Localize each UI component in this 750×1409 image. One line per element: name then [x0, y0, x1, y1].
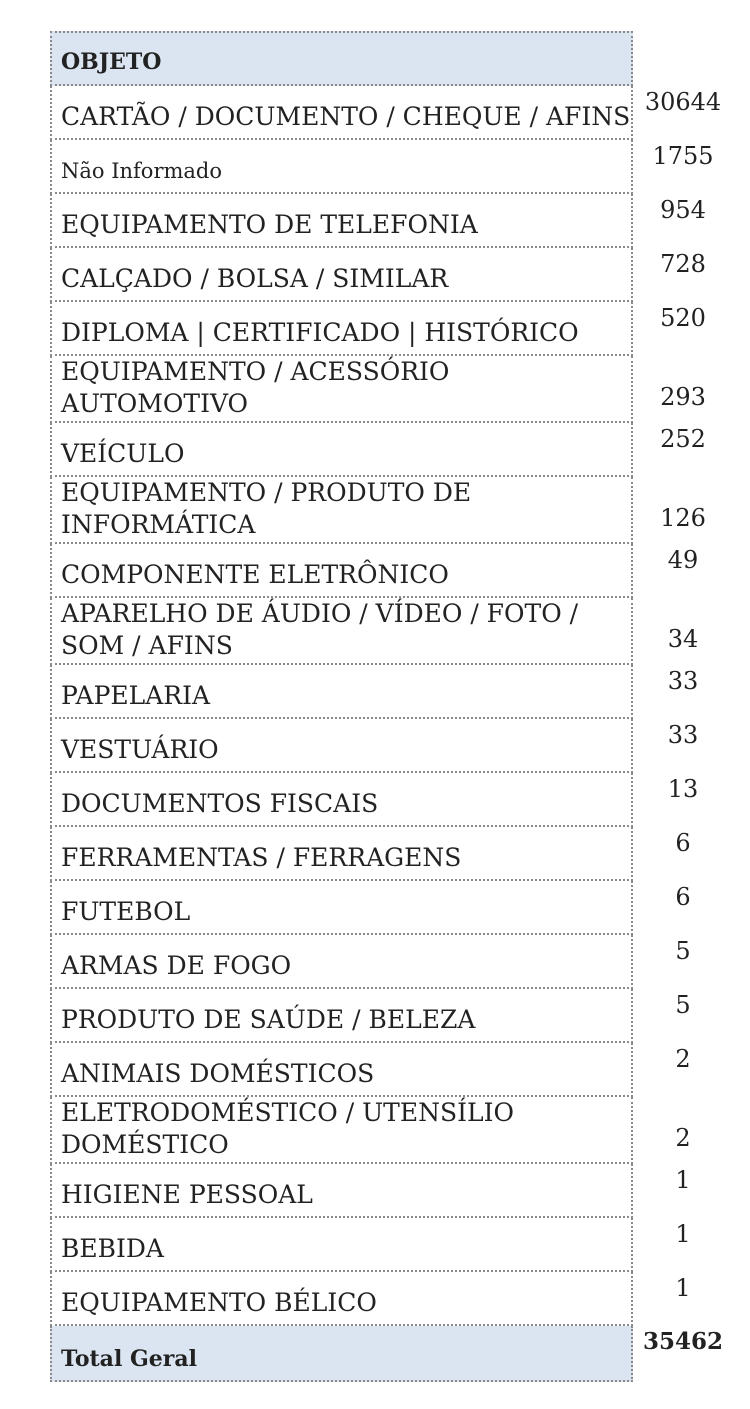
row-label-cell — [50, 1218, 633, 1272]
row-label: EQUIPAMENTO / ACESSÓRIO AUTOMOTIVO — [61, 356, 450, 418]
row-label-cell — [50, 665, 633, 719]
row-value: 34 — [667, 625, 699, 653]
table-row — [50, 544, 733, 598]
row-label: COMPONENTE ELETRÔNICO — [61, 560, 449, 589]
table-row — [50, 989, 733, 1043]
table-row — [50, 665, 733, 719]
row-value: 1 — [675, 1166, 691, 1194]
table-row — [50, 477, 733, 544]
row-value: 6 — [675, 829, 691, 857]
row-label-cell — [50, 598, 633, 665]
row-label: DIPLOMA | CERTIFICADO | HISTÓRICO — [61, 318, 579, 347]
objects-table — [50, 31, 733, 1382]
row-label-cell — [50, 248, 633, 302]
row-label-cell — [50, 989, 633, 1043]
row-label: Não Informado — [61, 159, 223, 183]
row-value: 33 — [667, 667, 699, 695]
table-total-row — [50, 1326, 733, 1382]
table-row — [50, 719, 733, 773]
row-label: ELETRODOMÉSTICO / UTENSÍLIO DOMÉSTICO — [61, 1097, 514, 1159]
row-label: EQUIPAMENTO DE TELEFONIA — [61, 210, 478, 239]
total-label: Total Geral — [61, 1346, 197, 1372]
row-label-cell — [50, 1043, 633, 1097]
row-label: HIGIENE PESSOAL — [61, 1180, 313, 1209]
row-value: 1 — [675, 1274, 691, 1302]
row-value: 5 — [675, 937, 691, 965]
table-row — [50, 248, 733, 302]
table-row — [50, 356, 733, 423]
row-value: 5 — [675, 991, 691, 1019]
row-label-cell — [50, 356, 633, 423]
row-label-cell — [50, 773, 633, 827]
row-value: 30644 — [644, 88, 722, 116]
row-label-cell — [50, 302, 633, 356]
row-label: FERRAMENTAS / FERRAGENS — [61, 843, 462, 872]
table-row — [50, 1043, 733, 1097]
row-label-cell — [50, 86, 633, 140]
table-header-row — [50, 31, 733, 86]
table-row — [50, 1164, 733, 1218]
row-label-cell — [50, 423, 633, 477]
table-row — [50, 423, 733, 477]
row-label: VEÍCULO — [61, 439, 185, 468]
table-row — [50, 935, 733, 989]
table-row — [50, 881, 733, 935]
row-label-cell — [50, 1272, 633, 1326]
row-label: EQUIPAMENTO BÉLICO — [61, 1288, 377, 1317]
table-row — [50, 302, 733, 356]
table-row — [50, 1097, 733, 1164]
row-label: ANIMAIS DOMÉSTICOS — [61, 1059, 375, 1088]
row-label-cell — [50, 881, 633, 935]
table-row — [50, 86, 733, 140]
row-value: 520 — [660, 304, 706, 332]
row-label: PRODUTO DE SAÚDE / BELEZA — [61, 1005, 476, 1034]
row-value: 954 — [660, 196, 706, 224]
row-label-cell — [50, 827, 633, 881]
table-row — [50, 140, 733, 194]
column-header-objeto: OBJETO — [61, 49, 162, 75]
row-label: CARTÃO / DOCUMENTO / CHEQUE / AFINS — [61, 102, 631, 131]
row-value: 1 — [675, 1220, 691, 1248]
row-value: 252 — [660, 425, 706, 453]
row-value: 6 — [675, 883, 691, 911]
table-row — [50, 598, 733, 665]
row-label-cell — [50, 544, 633, 598]
row-label: ARMAS DE FOGO — [61, 951, 292, 980]
row-label: FUTEBOL — [61, 897, 191, 926]
row-value: 2 — [675, 1124, 691, 1152]
row-label: APARELHO DE ÁUDIO / VÍDEO / FOTO / SOM / AFINS — [61, 598, 579, 660]
row-label-cell — [50, 1097, 633, 1164]
row-label-cell — [50, 935, 633, 989]
row-value: 13 — [667, 775, 699, 803]
table-row — [50, 194, 733, 248]
table-row — [50, 827, 733, 881]
row-value: 1755 — [652, 142, 714, 170]
row-value: 728 — [660, 250, 706, 278]
row-value: 49 — [667, 546, 699, 574]
total-label-cell — [50, 1326, 633, 1382]
row-value: 33 — [667, 721, 699, 749]
row-label-cell — [50, 477, 633, 544]
row-label: BEBIDA — [61, 1234, 164, 1263]
header-label-cell — [50, 31, 633, 86]
row-label-cell — [50, 140, 633, 194]
row-label-cell — [50, 719, 633, 773]
table-row — [50, 773, 733, 827]
row-label: PAPELARIA — [61, 681, 211, 710]
row-label: VESTUÁRIO — [61, 735, 219, 764]
row-label: DOCUMENTOS FISCAIS — [61, 789, 379, 818]
row-value: 126 — [660, 504, 706, 532]
total-value: 35462 — [642, 1328, 724, 1355]
row-label-cell — [50, 1164, 633, 1218]
row-label: CALÇADO / BOLSA / SIMILAR — [61, 264, 449, 293]
table-row — [50, 1272, 733, 1326]
table-row — [50, 1218, 733, 1272]
row-value: 293 — [660, 383, 706, 411]
row-label-cell — [50, 194, 633, 248]
row-value: 2 — [675, 1045, 691, 1073]
row-label: EQUIPAMENTO / PRODUTO DE INFORMÁTICA — [61, 477, 472, 539]
